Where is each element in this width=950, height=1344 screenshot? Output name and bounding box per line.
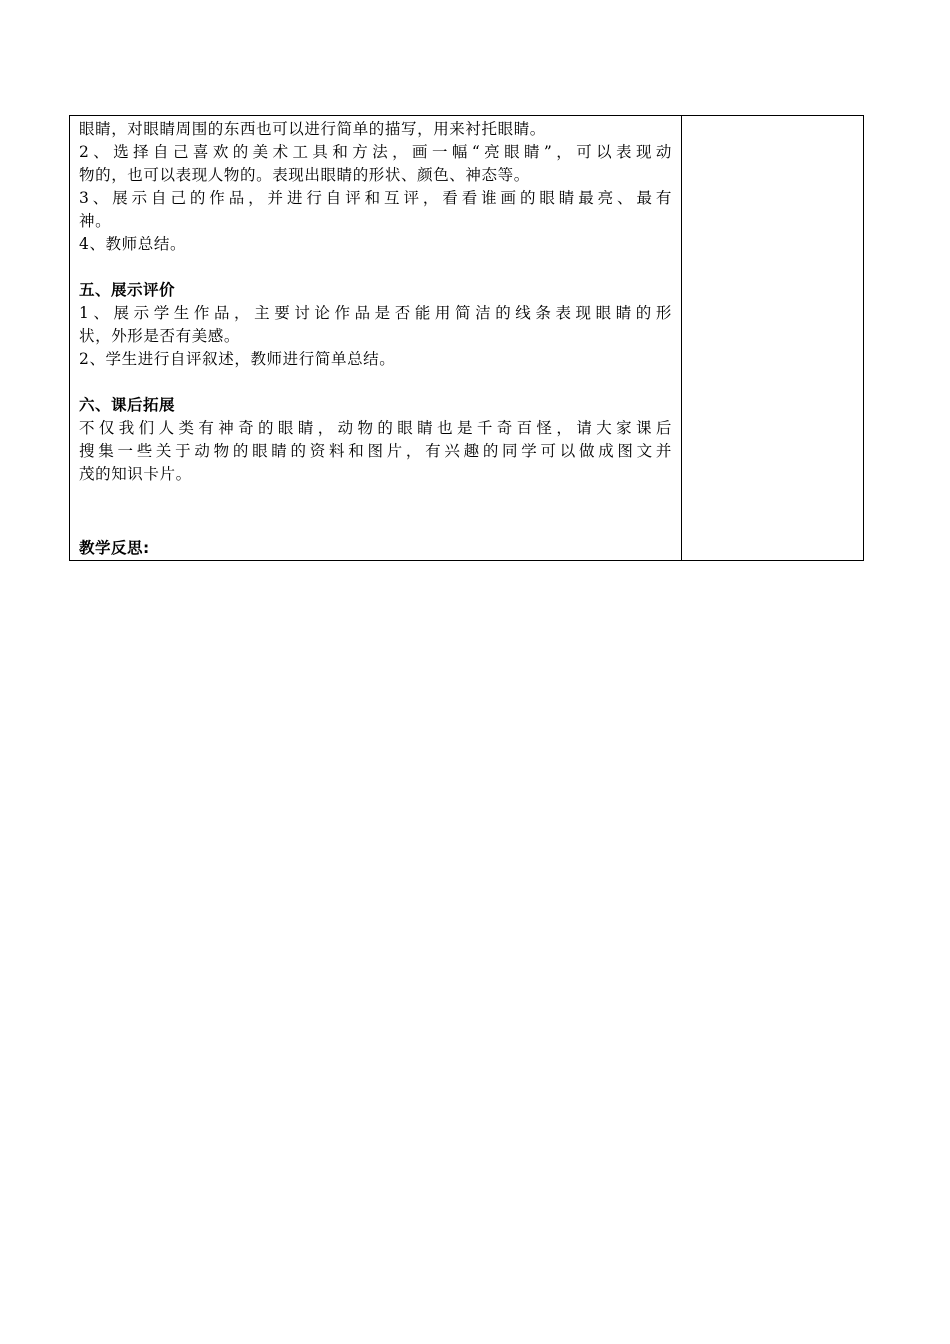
section-heading: 六、课后拓展 [79, 396, 176, 414]
spacer [79, 371, 672, 394]
text-line: 2、选择自己喜欢的美术工具和方法，画一幅“亮眼睛”，可以表现动 [79, 143, 672, 161]
text-line: 搜集一些关于动物的眼睛的资料和图片，有兴趣的同学可以做成图文并 [79, 442, 672, 460]
text-line: 1、展示学生作品，主要讨论作品是否能用简洁的线条表现眼睛的形 [79, 304, 672, 322]
lesson-content-cell [70, 116, 682, 560]
text-line: 物的，也可以表现人物的。表现出眼睛的形状、颜色、神态等。 [79, 166, 530, 184]
text-line: 3、展示自己的作品，并进行自评和互评，看看谁画的眼睛最亮、最有 [79, 189, 672, 207]
text-line: 茂的知识卡片。 [79, 465, 192, 483]
text-line: 4、教师总结。 [79, 235, 187, 253]
section-heading: 五、展示评价 [79, 281, 176, 299]
text-line: 2、学生进行自评叙述，教师进行简单总结。 [79, 350, 396, 368]
lesson-table [69, 115, 864, 561]
text-line: 状，外形是否有美感。 [79, 327, 241, 345]
text-line: 眼睛，对眼睛周围的东西也可以进行简单的描写，用来衬托眼睛。 [79, 120, 546, 138]
text-line: 不仅我们人类有神奇的眼睛，动物的眼睛也是千奇百怪，请大家课后 [79, 419, 672, 437]
text-line: 神。 [79, 212, 112, 230]
reflection-label: 教学反思: [79, 539, 150, 557]
notes-cell [682, 116, 863, 560]
spacer [79, 256, 672, 279]
